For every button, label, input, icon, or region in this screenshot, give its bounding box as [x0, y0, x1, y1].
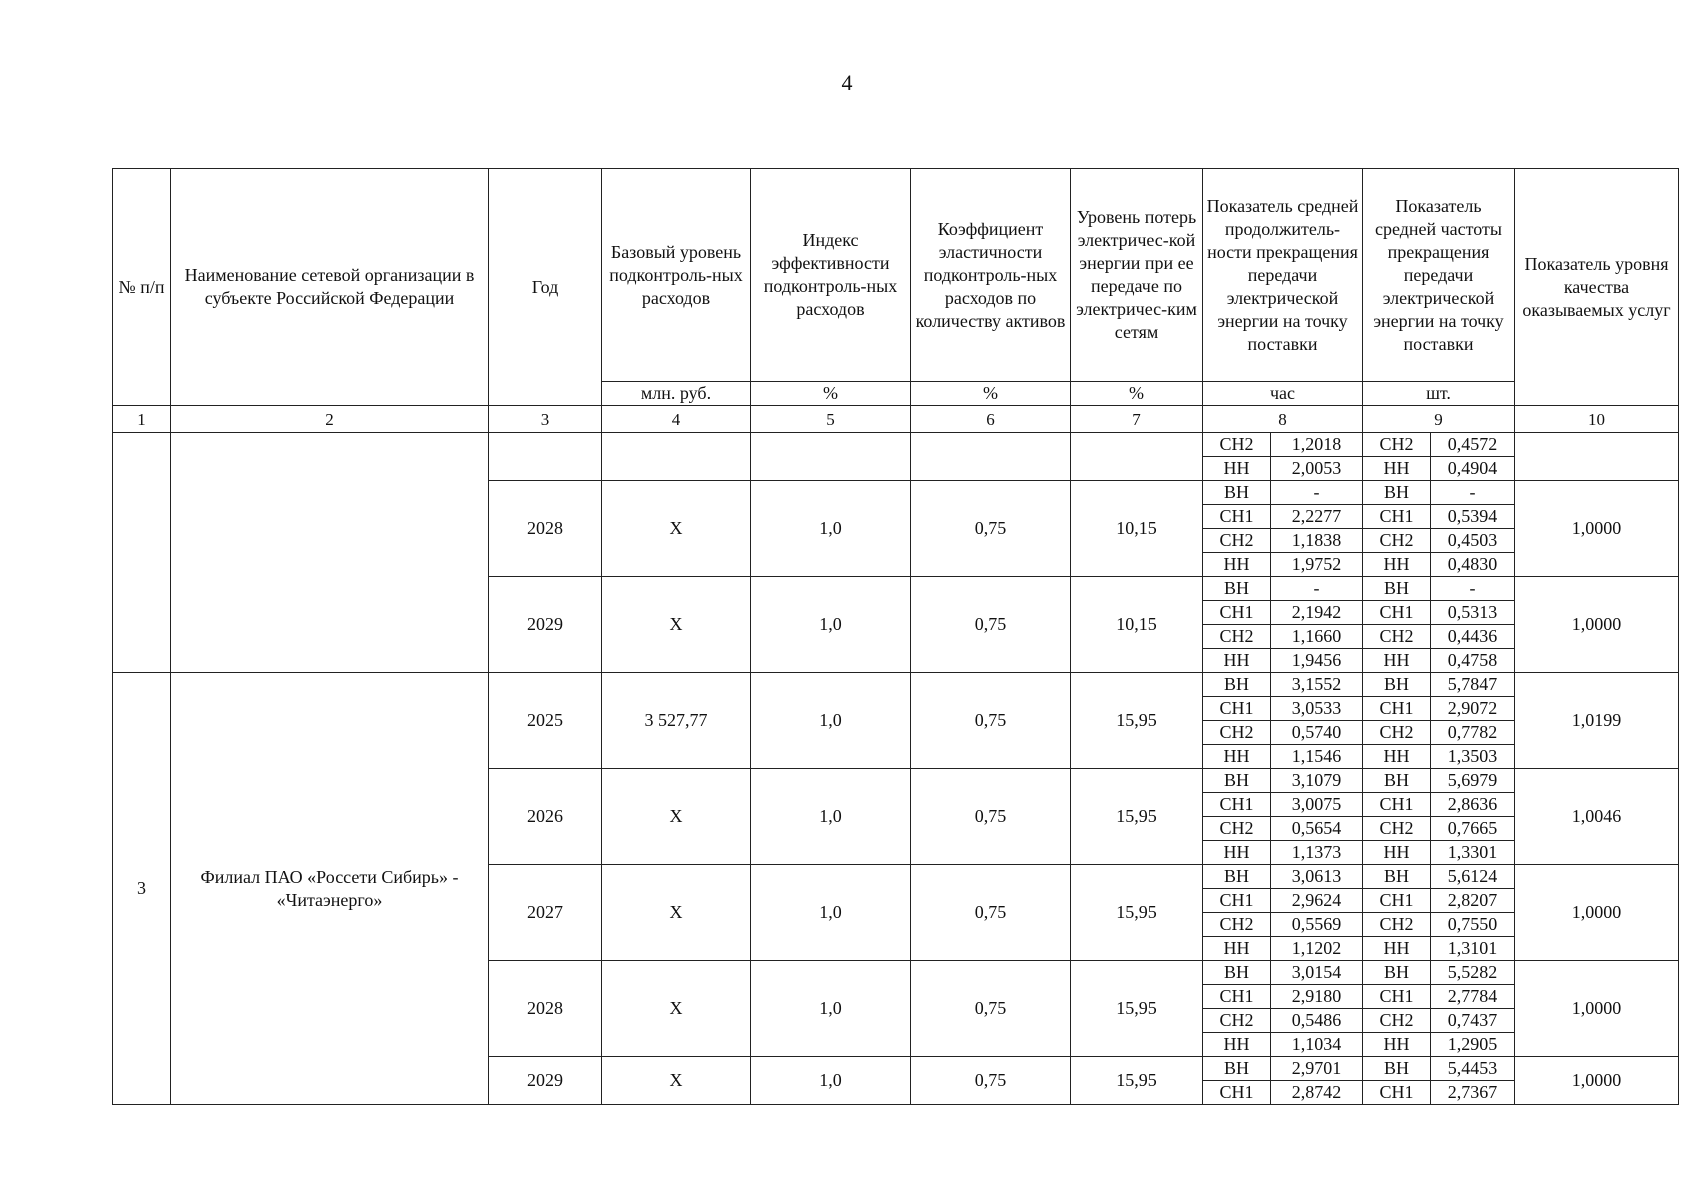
coef-cell: 0,75: [911, 673, 1071, 769]
duration-voltage-level: ВН: [1203, 481, 1271, 505]
column-number: 4: [602, 406, 751, 433]
header-base-level: Базовый уровень подконтроль-ных расходов: [602, 169, 751, 382]
duration-value: 0,5569: [1271, 913, 1363, 937]
coef-cell: 0,75: [911, 481, 1071, 577]
frequency-value: 0,4758: [1431, 649, 1515, 673]
duration-value: 3,0533: [1271, 697, 1363, 721]
duration-voltage-level: НН: [1203, 841, 1271, 865]
unit-duration: час: [1203, 382, 1363, 406]
header-number: № п/п: [113, 169, 171, 406]
duration-voltage-level: ВН: [1203, 673, 1271, 697]
frequency-value: 5,5282: [1431, 961, 1515, 985]
column-number: 2: [171, 406, 489, 433]
year-cell: 2029: [489, 1057, 602, 1105]
column-numbers-row: [113, 406, 1679, 433]
duration-voltage-level: СН2: [1203, 529, 1271, 553]
quality-cell: 1,0000: [1515, 961, 1679, 1057]
frequency-voltage-level: НН: [1363, 745, 1431, 769]
duration-value: 2,9624: [1271, 889, 1363, 913]
frequency-value: 0,4436: [1431, 625, 1515, 649]
header-frequency: Показатель средней частоты прекращения передачи электрической энергии на точку поставки: [1363, 169, 1515, 382]
frequency-voltage-level: НН: [1363, 841, 1431, 865]
frequency-voltage-level: ВН: [1363, 481, 1431, 505]
frequency-voltage-level: НН: [1363, 553, 1431, 577]
index-cell: 1,0: [751, 577, 911, 673]
unit-efficiency-index: %: [751, 382, 911, 406]
duration-voltage-level: ВН: [1203, 769, 1271, 793]
column-number: 8: [1203, 406, 1363, 433]
duration-value: 2,1942: [1271, 601, 1363, 625]
duration-value: -: [1271, 481, 1363, 505]
column-number: 1: [113, 406, 171, 433]
header-row: [113, 169, 1679, 382]
year-cell: 2028: [489, 481, 602, 577]
duration-value: 3,0075: [1271, 793, 1363, 817]
duration-voltage-level: СН1: [1203, 1081, 1271, 1105]
duration-value: 2,0053: [1271, 457, 1363, 481]
frequency-voltage-level: СН1: [1363, 1081, 1431, 1105]
index-cell: 1,0: [751, 769, 911, 865]
frequency-value: 0,4904: [1431, 457, 1515, 481]
index-cell: 1,0: [751, 865, 911, 961]
frequency-value: 0,7437: [1431, 1009, 1515, 1033]
frequency-voltage-level: ВН: [1363, 961, 1431, 985]
org-name: [171, 433, 489, 673]
duration-value: 1,2018: [1271, 433, 1363, 457]
duration-voltage-level: НН: [1203, 1033, 1271, 1057]
duration-voltage-level: НН: [1203, 553, 1271, 577]
index-cell: 1,0: [751, 1057, 911, 1105]
duration-voltage-level: ВН: [1203, 865, 1271, 889]
frequency-voltage-level: СН1: [1363, 505, 1431, 529]
duration-value: 0,5654: [1271, 817, 1363, 841]
base-level-cell: X: [602, 577, 751, 673]
duration-value: 1,1838: [1271, 529, 1363, 553]
unit-base-level: млн. руб.: [602, 382, 751, 406]
loss-cell: 15,95: [1071, 865, 1203, 961]
year-cell: [489, 433, 602, 481]
org-number: [113, 433, 171, 673]
frequency-value: 1,2905: [1431, 1033, 1515, 1057]
duration-value: 3,1552: [1271, 673, 1363, 697]
duration-value: 1,1034: [1271, 1033, 1363, 1057]
loss-cell: 10,15: [1071, 481, 1203, 577]
frequency-voltage-level: НН: [1363, 937, 1431, 961]
frequency-value: 1,3503: [1431, 745, 1515, 769]
frequency-voltage-level: СН2: [1363, 1009, 1431, 1033]
duration-value: 1,1546: [1271, 745, 1363, 769]
duration-value: 1,9456: [1271, 649, 1363, 673]
frequency-value: 5,6979: [1431, 769, 1515, 793]
frequency-value: 0,5313: [1431, 601, 1515, 625]
frequency-voltage-level: СН2: [1363, 529, 1431, 553]
frequency-voltage-level: СН1: [1363, 985, 1431, 1009]
frequency-value: -: [1431, 481, 1515, 505]
frequency-value: 2,7784: [1431, 985, 1515, 1009]
column-number: 9: [1363, 406, 1515, 433]
duration-value: 2,9180: [1271, 985, 1363, 1009]
frequency-value: 2,9072: [1431, 697, 1515, 721]
frequency-voltage-level: НН: [1363, 649, 1431, 673]
loss-cell: 10,15: [1071, 577, 1203, 673]
duration-voltage-level: СН2: [1203, 721, 1271, 745]
duration-voltage-level: СН1: [1203, 985, 1271, 1009]
frequency-value: 5,7847: [1431, 673, 1515, 697]
year-cell: 2026: [489, 769, 602, 865]
column-number: 3: [489, 406, 602, 433]
duration-value: 0,5740: [1271, 721, 1363, 745]
quality-cell: 1,0046: [1515, 769, 1679, 865]
table-row: [113, 433, 1679, 457]
frequency-voltage-level: НН: [1363, 457, 1431, 481]
duration-voltage-level: ВН: [1203, 961, 1271, 985]
frequency-value: 0,4503: [1431, 529, 1515, 553]
tariff-table: [112, 168, 1679, 1105]
base-level-cell: X: [602, 961, 751, 1057]
frequency-value: 0,4572: [1431, 433, 1515, 457]
duration-value: 3,0613: [1271, 865, 1363, 889]
duration-voltage-level: СН1: [1203, 697, 1271, 721]
duration-value: 2,2277: [1271, 505, 1363, 529]
table-body: [113, 169, 1679, 1105]
page-number: 4: [841, 70, 853, 95]
duration-voltage-level: СН2: [1203, 817, 1271, 841]
duration-voltage-level: СН2: [1203, 913, 1271, 937]
duration-voltage-level: НН: [1203, 745, 1271, 769]
coef-cell: 0,75: [911, 769, 1071, 865]
frequency-value: 5,4453: [1431, 1057, 1515, 1081]
column-number: 10: [1515, 406, 1679, 433]
loss-cell: 15,95: [1071, 961, 1203, 1057]
coef-cell: [911, 433, 1071, 481]
frequency-value: 2,8636: [1431, 793, 1515, 817]
year-cell: 2029: [489, 577, 602, 673]
quality-cell: 1,0000: [1515, 577, 1679, 673]
duration-value: 1,1660: [1271, 625, 1363, 649]
column-number: 7: [1071, 406, 1203, 433]
base-level-cell: X: [602, 481, 751, 577]
frequency-voltage-level: СН1: [1363, 697, 1431, 721]
frequency-voltage-level: СН2: [1363, 625, 1431, 649]
header-duration: Показатель средней продолжитель-ности прекращения передачи электрической энергии на точку поставки: [1203, 169, 1363, 382]
org-name: Филиал ПАО «Россети Сибирь» - «Читаэнерго»: [171, 673, 489, 1105]
index-cell: [751, 433, 911, 481]
quality-cell: [1515, 433, 1679, 481]
duration-voltage-level: СН1: [1203, 601, 1271, 625]
loss-cell: 15,95: [1071, 769, 1203, 865]
frequency-voltage-level: СН1: [1363, 793, 1431, 817]
unit-frequency: шт.: [1363, 382, 1515, 406]
header-efficiency-index: Индекс эффективности подконтроль-ных расходов: [751, 169, 911, 382]
quality-cell: 1,0000: [1515, 865, 1679, 961]
duration-value: 3,0154: [1271, 961, 1363, 985]
index-cell: 1,0: [751, 961, 911, 1057]
duration-value: 1,1373: [1271, 841, 1363, 865]
loss-cell: 15,95: [1071, 673, 1203, 769]
frequency-voltage-level: НН: [1363, 1033, 1431, 1057]
coef-cell: 0,75: [911, 577, 1071, 673]
duration-voltage-level: СН2: [1203, 625, 1271, 649]
frequency-value: 2,7367: [1431, 1081, 1515, 1105]
base-level-cell: X: [602, 865, 751, 961]
unit-elasticity-coef: %: [911, 382, 1071, 406]
loss-cell: [1071, 433, 1203, 481]
frequency-value: -: [1431, 577, 1515, 601]
header-elasticity-coef: Коэффициент эластичности подконтроль-ных расходов по количеству активов: [911, 169, 1071, 382]
frequency-voltage-level: ВН: [1363, 769, 1431, 793]
base-level-cell: 3 527,77: [602, 673, 751, 769]
duration-voltage-level: ВН: [1203, 1057, 1271, 1081]
frequency-voltage-level: СН2: [1363, 433, 1431, 457]
frequency-value: 0,5394: [1431, 505, 1515, 529]
frequency-value: 0,4830: [1431, 553, 1515, 577]
header-loss-level: Уровень потерь электричес-кой энергии при ее передаче по электричес-ким сетям: [1071, 169, 1203, 382]
frequency-value: 0,7782: [1431, 721, 1515, 745]
duration-voltage-level: СН1: [1203, 889, 1271, 913]
frequency-voltage-level: СН1: [1363, 601, 1431, 625]
coef-cell: 0,75: [911, 865, 1071, 961]
frequency-value: 0,7550: [1431, 913, 1515, 937]
base-level-cell: X: [602, 1057, 751, 1105]
duration-voltage-level: НН: [1203, 457, 1271, 481]
duration-value: 2,9701: [1271, 1057, 1363, 1081]
duration-voltage-level: СН1: [1203, 505, 1271, 529]
column-number: 5: [751, 406, 911, 433]
duration-value: -: [1271, 577, 1363, 601]
frequency-voltage-level: ВН: [1363, 577, 1431, 601]
org-number: 3: [113, 673, 171, 1105]
frequency-voltage-level: СН1: [1363, 889, 1431, 913]
frequency-voltage-level: СН2: [1363, 721, 1431, 745]
frequency-voltage-level: ВН: [1363, 1057, 1431, 1081]
frequency-voltage-level: ВН: [1363, 865, 1431, 889]
unit-loss-level: %: [1071, 382, 1203, 406]
duration-value: 1,9752: [1271, 553, 1363, 577]
index-cell: 1,0: [751, 673, 911, 769]
duration-voltage-level: СН2: [1203, 433, 1271, 457]
base-level-cell: X: [602, 769, 751, 865]
quality-cell: 1,0000: [1515, 481, 1679, 577]
table-row: [113, 673, 1679, 697]
coef-cell: 0,75: [911, 961, 1071, 1057]
frequency-value: 5,6124: [1431, 865, 1515, 889]
frequency-value: 1,3101: [1431, 937, 1515, 961]
base-level-cell: [602, 433, 751, 481]
frequency-value: 2,8207: [1431, 889, 1515, 913]
index-cell: 1,0: [751, 481, 911, 577]
frequency-value: 0,7665: [1431, 817, 1515, 841]
year-cell: 2028: [489, 961, 602, 1057]
duration-value: 3,1079: [1271, 769, 1363, 793]
duration-voltage-level: НН: [1203, 937, 1271, 961]
year-cell: 2025: [489, 673, 602, 769]
frequency-voltage-level: СН2: [1363, 913, 1431, 937]
loss-cell: 15,95: [1071, 1057, 1203, 1105]
frequency-voltage-level: ВН: [1363, 673, 1431, 697]
header-quality: Показатель уровня качества оказываемых услуг: [1515, 169, 1679, 406]
duration-voltage-level: СН1: [1203, 793, 1271, 817]
quality-cell: 1,0199: [1515, 673, 1679, 769]
header-year: Год: [489, 169, 602, 406]
frequency-voltage-level: СН2: [1363, 817, 1431, 841]
column-number: 6: [911, 406, 1071, 433]
duration-voltage-level: ВН: [1203, 577, 1271, 601]
duration-value: 1,1202: [1271, 937, 1363, 961]
frequency-value: 1,3301: [1431, 841, 1515, 865]
year-cell: 2027: [489, 865, 602, 961]
header-org-name: Наименование сетевой организации в субъекте Российской Федерации: [171, 169, 489, 406]
coef-cell: 0,75: [911, 1057, 1071, 1105]
duration-value: 0,5486: [1271, 1009, 1363, 1033]
duration-voltage-level: НН: [1203, 649, 1271, 673]
duration-value: 2,8742: [1271, 1081, 1363, 1105]
duration-voltage-level: СН2: [1203, 1009, 1271, 1033]
quality-cell: 1,0000: [1515, 1057, 1679, 1105]
